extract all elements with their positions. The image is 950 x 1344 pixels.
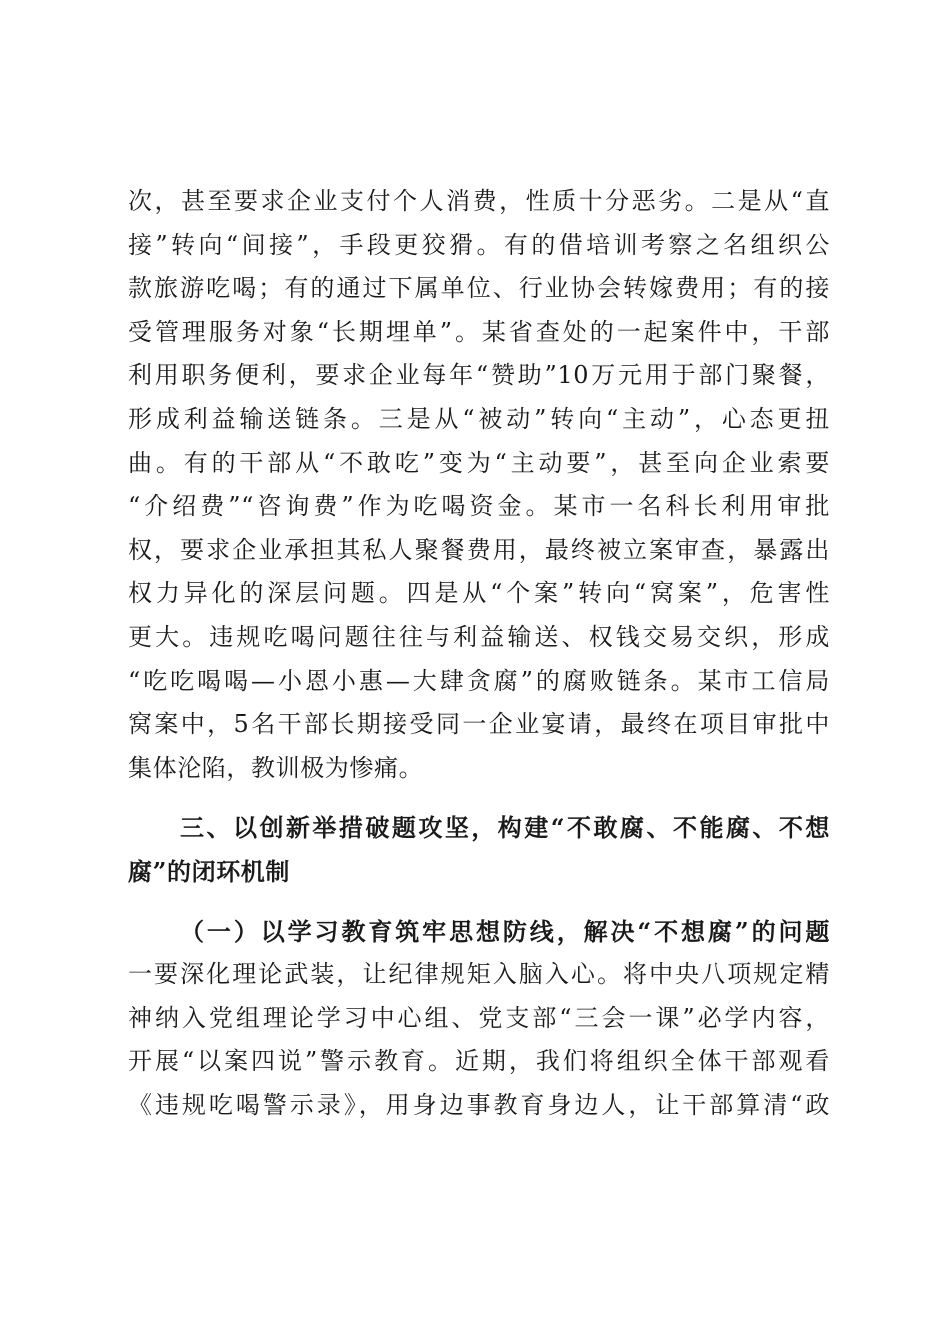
text-line: 利用职务便利，要求企业每年“赞助”10万元用于部门聚餐， <box>128 361 830 390</box>
text-line: 更大。违规吃喝问题往往与利益输送、权钱交易交织，形成 <box>128 622 830 651</box>
text-line: 次，甚至要求企业支付个人消费，性质十分恶劣。二是从“直 <box>128 187 830 215</box>
body-paragraph-2 <box>128 953 830 1127</box>
heading-line: 腐”的闭环机制 <box>128 856 291 886</box>
text-line: 开展“以案四说”警示教育。近期，我们将组织全体干部观看 <box>128 1047 830 1076</box>
subheading-1: （一）以学习教育筑牢思想防线，解决“不想腐”的问题 <box>180 916 830 946</box>
text-line: 款旅游吃喝；有的通过下属单位、行业协会转嫁费用；有的接 <box>128 274 830 303</box>
text-line: 形成利益输送链条。三是从“被动”转向“主动”，心态更扭 <box>128 404 830 433</box>
text-line: 集体沦陷，教训极为惨痛。 <box>128 753 424 782</box>
text-line: 接”转向“间接”，手段更狡猾。有的借培训考察之名组织公 <box>128 230 830 259</box>
body-paragraph-1 <box>128 180 830 790</box>
text-line: 《违规吃喝警示录》，用身边事教育身边人，让干部算清“政 <box>128 1090 830 1119</box>
text-line: “介绍费”“咨询费”作为吃喝资金。某市一名科长利用审批 <box>128 492 830 521</box>
text-line: 权，要求企业承担其私人聚餐费用，最终被立案审查，暴露出 <box>128 535 830 564</box>
paragraph-gap <box>128 790 830 806</box>
text-line: 一要深化理论武装，让纪律规矩入脑入心。将中央八项规定精 <box>128 960 830 989</box>
text-line: 曲。有的干部从“不敢吃”变为“主动要”，甚至向企业索要 <box>128 448 830 477</box>
heading-line: 三、以创新举措破题攻坚，构建“不敢腐、不能腐、不想 <box>180 813 830 843</box>
text-line: 窝案中，5名干部长期接受同一企业宴请，最终在项目审批中 <box>128 710 830 739</box>
paragraph-gap <box>128 894 830 910</box>
text-line: 神纳入党组理论学习中心组、党支部“三会一课”必学内容， <box>128 1003 830 1032</box>
document-page <box>128 180 830 1127</box>
section-heading-3 <box>128 806 830 893</box>
text-line: 受管理服务对象“长期埋单”。某省查处的一起案件中，干部 <box>128 317 830 346</box>
text-line: 权力异化的深层问题。四是从“个案”转向“窝案”，危害性 <box>128 579 830 608</box>
text-line: “吃吃喝喝—小恩小惠—大肆贪腐”的腐败链条。某市工信局 <box>128 666 830 695</box>
